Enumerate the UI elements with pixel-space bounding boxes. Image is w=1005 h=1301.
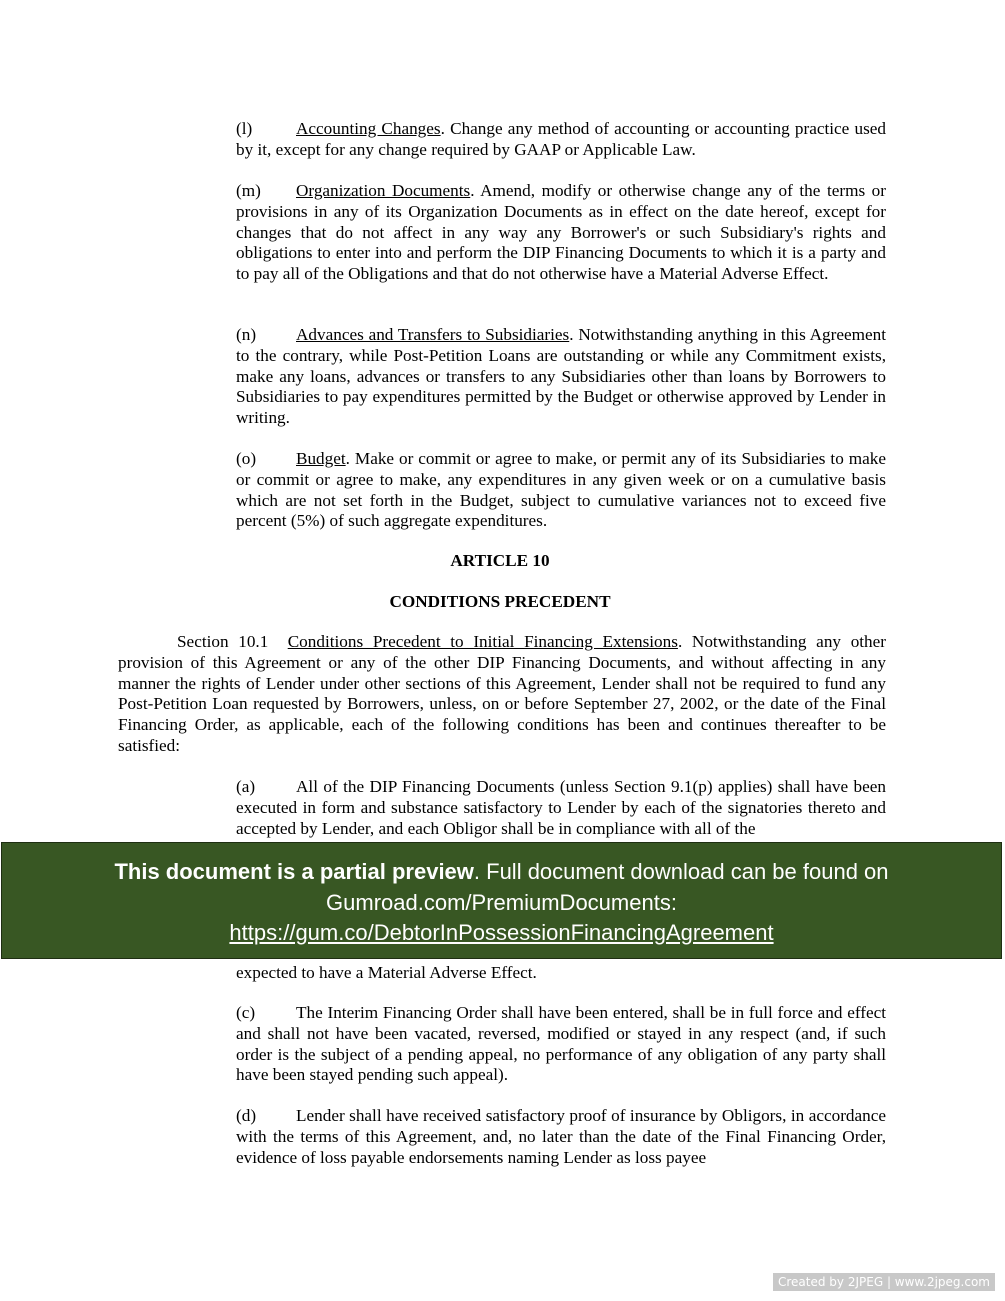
article-title: CONDITIONS PRECEDENT <box>389 592 611 611</box>
banner-text: . Full document download can be found on <box>473 859 889 884</box>
item-text: . Make or commit or agree to make, or permit any of its Subsidiaries to make or commit or agree to make, any expenditures in any given week or on a cumulative basis which are not set forth in the Budget, subject to cumulative variances not to exceed five percent (5%) of such aggregate expenditures. <box>236 449 886 531</box>
item-title: Advances and Transfers to Subsidiaries <box>296 325 570 344</box>
condition-label: (a) <box>236 777 256 796</box>
item-label: (o) <box>236 449 257 468</box>
item-label: (m) <box>236 181 261 200</box>
item-title: Budget <box>296 449 346 468</box>
condition-text: All of the DIP Financing Documents (unless Section 9.1(p) applies) shall have been executed in form and substance satisfactory to Lender by each of the signatories thereto and accepted by Lender, and each Obligor shall be in compliance with all of the <box>236 777 886 838</box>
condition-d <box>236 1106 886 1168</box>
paragraph-m <box>236 181 886 285</box>
condition-text: Lender shall have received satisfactory proof of insurance by Obligors, in accordance with the terms of this Agreement, and, no later than the date of the Final Financing Order, evidence of loss payable endorsements naming Lender as loss payee <box>236 1106 886 1167</box>
item-title: Organization Documents <box>296 181 471 200</box>
section-text: . Notwithstanding any other provision of this Agreement or any of the other DIP Financing Documents, and without affecting in any manner the rights of Lender under other sections of this Agreement, Lender shall not be required to fund any Post-Petition Loan requested by Borrowers, unless, on or before September 27, 2002, or the date of the Final Financing Order, as applicable, each of the following conditions has been and continues thereafter to be satisfied: <box>118 632 887 755</box>
condition-label: (c) <box>236 1003 256 1022</box>
item-label: (l) <box>236 119 253 138</box>
section-title: Conditions Precedent to Initial Financing Extensions <box>287 632 678 651</box>
banner-line-1 <box>2 857 1001 888</box>
paragraph-l <box>236 119 886 161</box>
condition-text: expected to have a Material Adverse Effect. <box>236 963 537 982</box>
paragraph-o <box>236 449 886 532</box>
section-number: Section 10.1 <box>177 632 269 651</box>
condition-text: The Interim Financing Order shall have been entered, shall be in full force and effect and shall not have been vacated, reversed, modified or stayed in any respect (and, if such order is the subject of a pending appeal, no performance of any obligation of any party shall have been stayed pending such appeal). <box>236 1003 886 1085</box>
article-number: ARTICLE 10 <box>450 551 550 570</box>
condition-c <box>236 1003 886 1086</box>
banner-site: Gumroad.com/PremiumDocuments: <box>326 889 677 915</box>
item-label: (n) <box>236 325 257 344</box>
condition-b-tail <box>236 963 886 984</box>
item-text: . Change any method of accounting or accounting practice used by it, except for any change required by GAAP or Applicable Law. <box>236 119 886 159</box>
banner-bold-text: This document is a partial preview <box>114 859 474 884</box>
item-text: . Notwithstanding anything in this Agreement to the contrary, while Post-Petition Loans are outstanding or while any Commitment exists, make any loans, advances or transfers to any Subsidiaries other than loans by Borrowers to Subsidiaries to pay expenditures permitted by the Budget or otherwise approved by Lender in writing. <box>236 325 886 428</box>
item-title: Accounting Changes <box>296 119 441 138</box>
banner-download-link[interactable]: https://gum.co/DebtorInPossessionFinancingAgreement <box>229 920 774 945</box>
preview-banner <box>1 842 1002 959</box>
section-10-1 <box>118 632 886 757</box>
paragraph-n <box>236 325 886 429</box>
watermark: Created by 2JPEG | www.2jpeg.com <box>773 1273 995 1291</box>
condition-a <box>236 777 886 839</box>
item-text: . Amend, modify or otherwise change any of the terms or provisions in any of its Organization Documents as in effect on the date hereof, except for changes that do not affect in any way any Borrower's or such Subsidiary's rights and obligations to enter into and perform the DIP Financing Documents to which it is a party and to pay all of the Obligations and that do not otherwise have a Material Adverse Effect. <box>236 181 886 284</box>
condition-label: (d) <box>236 1106 257 1125</box>
